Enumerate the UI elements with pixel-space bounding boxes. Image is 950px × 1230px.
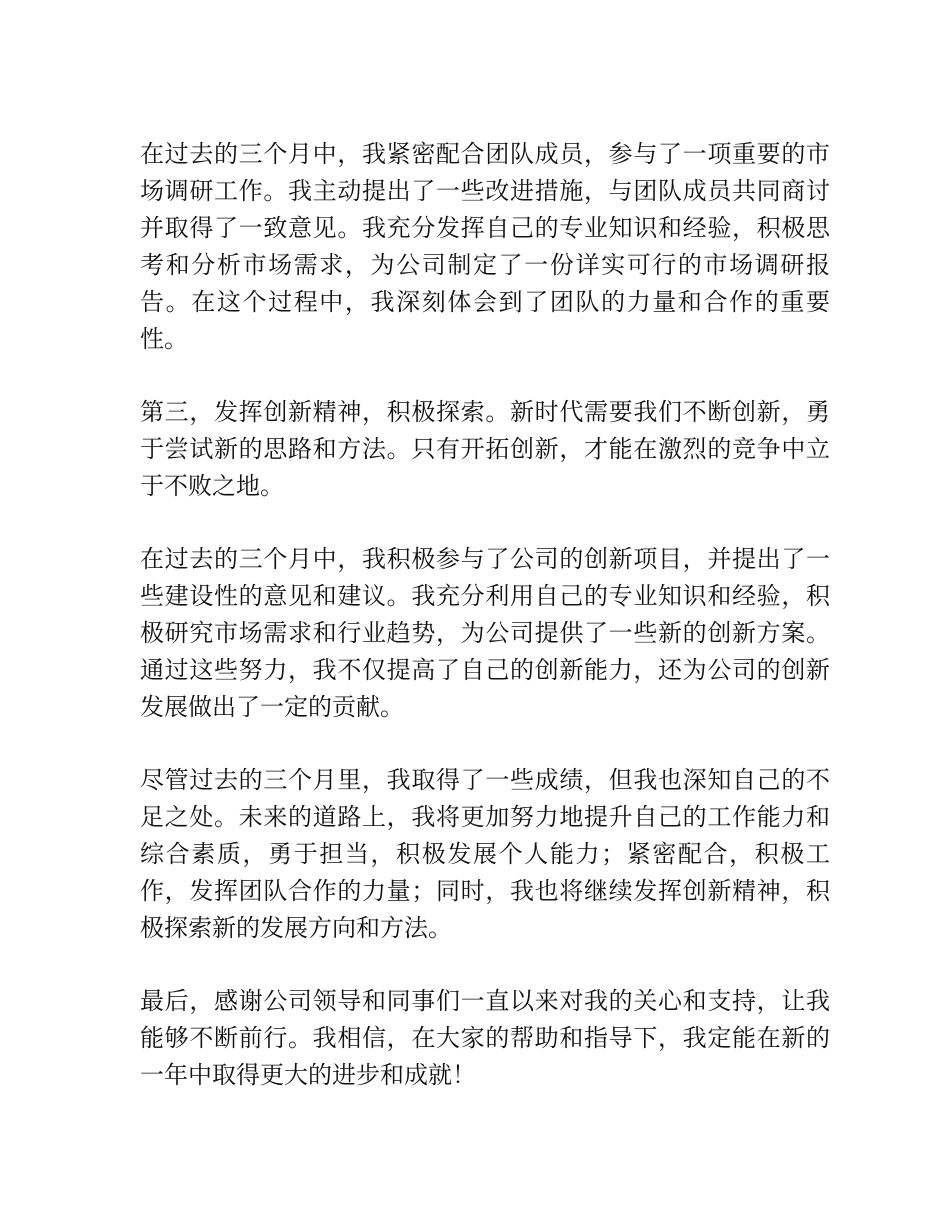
paragraph-team-research: 在过去的三个月中，我紧密配合团队成员，参与了一项重要的市场调研工作。我主动提出了一些改进措施，与团队成员共同商讨并取得了一致意见。我充分发挥自己的专业知识和经验，积极思考和分析市场需求，为公司制定了一份详实可行的市场调研报告。在这个过程中，我深刻体会到了团队的力量和合作的重要性。 — [140, 140, 830, 353]
paragraph-thanks: 最后，感谢公司领导和同事们一直以来对我的关心和支持，让我能够不断前行。我相信，在大家的帮助和指导下，我定能在新的一年中取得更大的进步和成就！ — [140, 987, 830, 1089]
paragraph-shortcomings-future: 尽管过去的三个月里，我取得了一些成绩，但我也深知自己的不足之处。未来的道路上，我将更加努力地提升自己的工作能力和综合素质，勇于担当，积极发展个人能力；紧密配合，积极工作，发挥团队合作的力量；同时，我也将继续发挥创新精神，积极探索新的发展方向和方法。 — [140, 766, 830, 942]
paragraph-innovation-projects: 在过去的三个月中，我积极参与了公司的创新项目，并提出了一些建设性的意见和建议。我充分利用自己的专业知识和经验，积极研究市场需求和行业趋势，为公司提供了一些新的创新方案。通过这些努力，我不仅提高了自己的创新能力，还为公司的创新发展做出了一定的贡献。 — [140, 545, 830, 721]
paragraph-innovation-spirit: 第三，发挥创新精神，积极探索。新时代需要我们不断创新，勇于尝试新的思路和方法。只有开拓创新，才能在激烈的竞争中立于不败之地。 — [140, 398, 830, 500]
